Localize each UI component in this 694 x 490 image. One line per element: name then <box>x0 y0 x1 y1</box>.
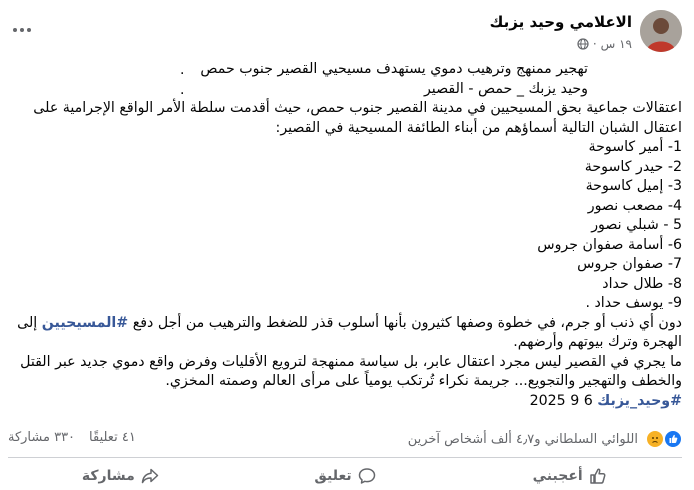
sad-reaction-icon <box>646 430 664 448</box>
share-icon <box>141 467 159 485</box>
action-bar <box>8 462 682 490</box>
heading-text: تهجير ممنهج وترهيب دموي يستهدف مسيحيي القصير جنوب حمص <box>200 61 588 77</box>
author-avatar[interactable] <box>640 10 682 52</box>
post-paragraph-line: ما يجري في القصير ليس مجرد اعتقال عابر، بل سياسة ممنهجة لترويع الأقليات وفرض واقع دموي جديد عبر القتل <box>20 353 682 370</box>
hashtag-link[interactable]: #المسيحيين <box>41 314 129 331</box>
comment-icon <box>358 467 376 485</box>
shares-count[interactable]: ٣٣٠ مشاركة <box>8 430 76 445</box>
comment-button[interactable] <box>233 462 458 490</box>
list-item: 5 - شبلي نصور <box>591 217 682 233</box>
paragraph-text: إلى <box>17 314 38 331</box>
post-paragraph-line: والخطف والتهجير والتجويع... جريمة نكراء تُرتكب يومياً على مرأى العالم وصمته المخزي. <box>165 373 682 389</box>
comment-label: تعليق <box>314 468 352 484</box>
list-item: 2- حيدر كاسوحة <box>584 158 682 175</box>
list-item: 3- إميل كاسوحة <box>585 178 682 194</box>
post-paragraph-line: الهجرة وترك بيوتهم وأرضهم. <box>513 334 682 350</box>
post-heading <box>8 60 682 80</box>
bullet-marker: . <box>180 62 185 78</box>
like-label: أعجبني <box>532 468 583 484</box>
reactions-summary[interactable] <box>408 430 682 448</box>
author-name[interactable]: الاعلامي وحيد يزبك <box>489 13 632 31</box>
post-time[interactable]: ١٩ س <box>600 37 632 51</box>
list-item: 1- أمير كاسوحة <box>588 139 682 155</box>
list-item: 9- يوسف حداد . <box>585 295 682 311</box>
like-reaction-icon <box>664 430 682 448</box>
meta-separator: · <box>592 37 597 51</box>
engagement-bar <box>8 430 682 450</box>
post-paragraph-line <box>8 314 682 334</box>
post-meta <box>577 37 632 51</box>
share-button[interactable] <box>8 462 233 490</box>
divider <box>8 457 682 458</box>
post-paragraph-line: اعتقال الشبان التالية أسماؤهم من أبناء الطائفة المسيحية في القصير: <box>275 119 682 136</box>
post-date: 6 9 2025 <box>529 392 593 409</box>
post-body <box>8 60 682 411</box>
hashtag-link[interactable]: #وحيد_يزبك <box>597 392 682 409</box>
post-paragraph-line: اعتقالات جماعية بحق المسيحيين في مدينة القصير جنوب حمص، حيث أقدمت سلطة الأمر الواقع الإجرامية على <box>33 100 682 116</box>
byline-text: وحيد يزبك _ حمص - القصير <box>423 80 588 97</box>
list-item: 6- أسامة صفوان جروس <box>537 236 682 253</box>
share-label: مشاركة <box>81 468 135 484</box>
bullet-marker: . <box>180 82 185 98</box>
globe-icon <box>577 38 589 50</box>
reactions-label: اللوائي السلطاني و٤٫٧ ألف أشخاص آخرين <box>407 431 638 447</box>
more-options-icon[interactable] <box>10 18 34 42</box>
list-item: 7- صفوان جروس <box>577 256 682 272</box>
paragraph-text: دون أي ذنب أو جرم، في خطوة وصفها كثيرون بأنها أسلوب قذر للضغط والترهيب من أجل دفع <box>132 314 682 331</box>
comments-count[interactable]: ٤١ تعليقًا <box>89 430 136 445</box>
post-signature <box>8 392 682 412</box>
thumbs-up-icon <box>589 467 607 485</box>
list-item: 8- طلال حداد <box>602 275 682 292</box>
like-button[interactable] <box>457 462 682 490</box>
post-byline <box>8 80 682 100</box>
list-item: 4- مصعب نصور <box>587 197 682 214</box>
engagement-stats <box>8 430 136 445</box>
